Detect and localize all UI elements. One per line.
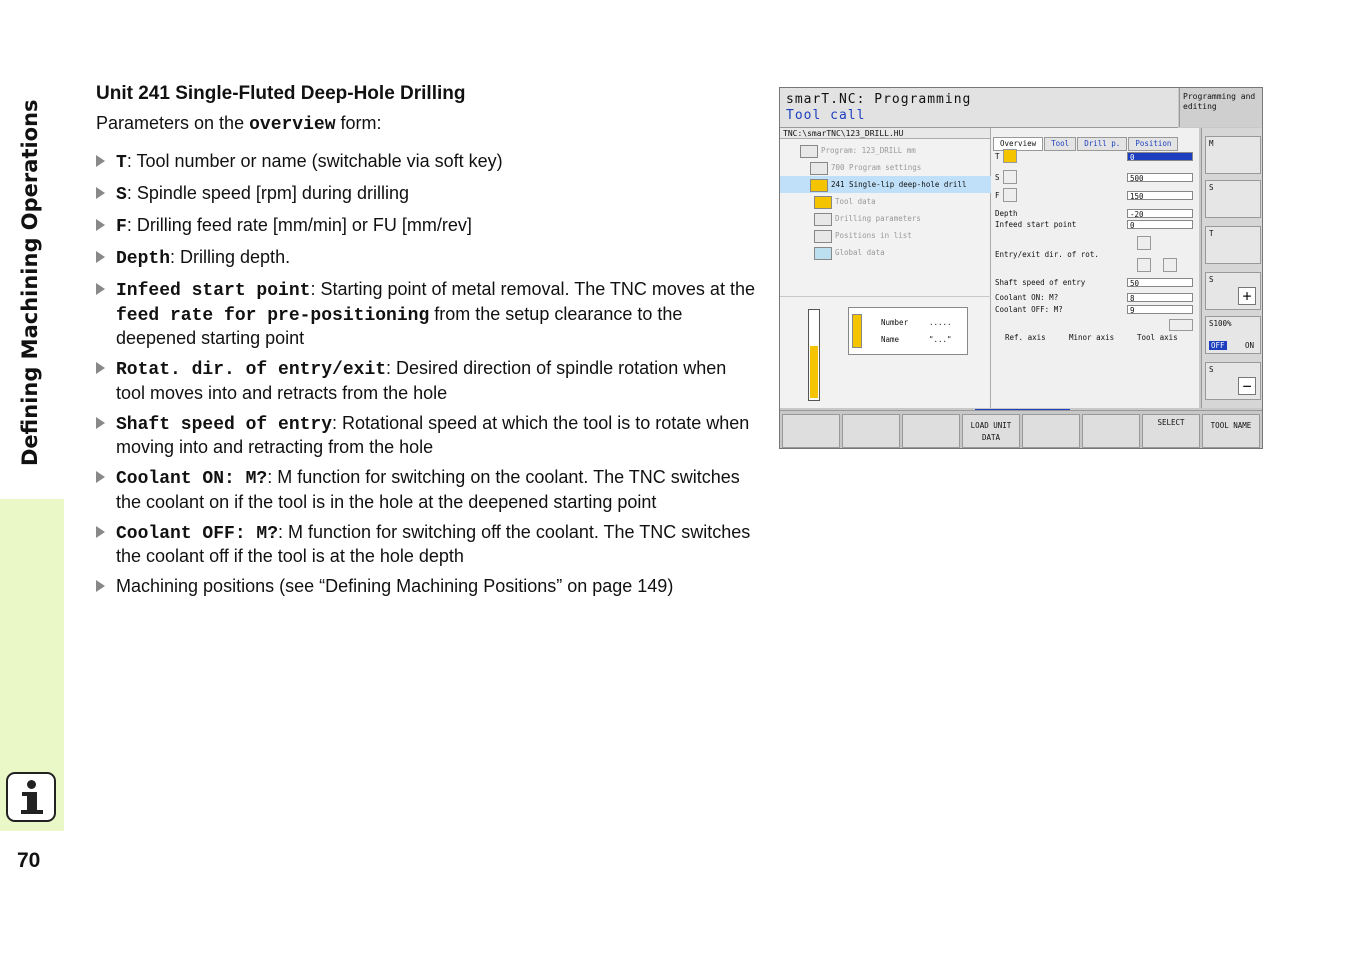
field-shaft-label: Shaft speed of entry — [995, 278, 1086, 287]
field-depth-value[interactable]: -20 — [1127, 209, 1193, 218]
drill-graphic — [808, 309, 820, 401]
tree-item[interactable]: Global data — [780, 244, 1024, 261]
softkey-empty-4[interactable] — [1022, 414, 1080, 448]
globe-icon — [814, 247, 832, 260]
tree-item[interactable]: Drilling parameters — [780, 210, 1024, 227]
field-s-value[interactable]: 500 — [1127, 173, 1193, 182]
field-t-label: T — [995, 152, 1000, 161]
field-coolant-on-label: Coolant ON: M? — [995, 293, 1059, 302]
field-f-label: F — [995, 191, 1000, 200]
list-item: Rotat. dir. of entry/exit: Desired direction of spindle rotation when tool moves into and retracts from the hole — [96, 357, 756, 404]
intro-text: Parameters on the overview form: — [96, 113, 382, 135]
tool-icon — [852, 314, 862, 348]
field-infeed-label: Infeed start point — [995, 220, 1077, 229]
plus-icon: + — [1238, 287, 1256, 305]
t-button[interactable]: T — [1205, 226, 1261, 264]
form-tabs — [993, 131, 1179, 148]
field-coolant-on-value[interactable]: 8 — [1127, 293, 1193, 302]
pattern-icon[interactable] — [1169, 319, 1193, 331]
spindle-plus-button[interactable]: S + — [1205, 272, 1261, 310]
field-shaft-value[interactable]: 50 — [1127, 278, 1193, 287]
tool-info-box: Number ..... Name "..." — [848, 307, 968, 355]
tree-item[interactable]: Tool data — [780, 193, 1024, 210]
tree-item[interactable]: 700 Program settings — [780, 159, 1020, 176]
feed-override-button[interactable]: S100% OFF ON — [1205, 316, 1261, 354]
softkey-empty-5[interactable] — [1082, 414, 1140, 448]
load-unit-data-softkey[interactable]: LOAD UNIT DATA — [962, 414, 1020, 448]
parameter-form — [991, 128, 1199, 408]
list-item: Infeed start point: Starting point of metal removal. The TNC moves at the feed rate for pre-positioning from the setup clearance to the deepened starting point — [96, 278, 756, 350]
m-button[interactable]: M — [1205, 136, 1261, 174]
tab-position[interactable]: Position — [1128, 137, 1178, 151]
program-tree — [780, 128, 991, 296]
softkey-bar — [780, 410, 1263, 449]
field-depth-label: Depth — [995, 209, 1018, 218]
select-softkey[interactable]: SELECT — [1142, 414, 1200, 448]
drilling-params-icon — [814, 213, 832, 226]
info-icon — [6, 772, 56, 822]
tnc-screenshot — [779, 87, 1263, 449]
bullet-triangle-icon — [96, 417, 105, 429]
bullet-triangle-icon — [96, 362, 105, 374]
bullet-triangle-icon — [96, 187, 105, 199]
file-path: TNC:\smarTNC\123_DRILL.HU — [780, 128, 990, 139]
minus-icon: − — [1238, 377, 1256, 395]
tab-tool[interactable]: Tool — [1044, 137, 1076, 151]
s-button[interactable]: S — [1205, 180, 1261, 218]
side-softkeys — [1201, 128, 1263, 408]
list-item: F: Drilling feed rate [mm/min] or FU [mm/rev] — [96, 214, 756, 239]
list-item: Coolant ON: M?: M function for switching on the coolant. The TNC switches the coolant on if the tool is in the hole at the deepened starting point — [96, 466, 756, 513]
screenshot-header — [780, 88, 1178, 128]
chapter-title: Defining Machining Operations — [18, 99, 42, 466]
field-infeed-value[interactable]: 0 — [1127, 220, 1193, 229]
list-item: Machining positions (see “Defining Machining Positions” on page 149) — [96, 575, 756, 598]
field-coolant-off-label: Coolant OFF: M? — [995, 305, 1063, 314]
app-title: smarT.NC: Programming — [786, 92, 972, 107]
settings-icon — [810, 162, 828, 175]
tool-preview — [780, 297, 991, 408]
feed-icon — [1003, 188, 1017, 202]
rotation-off-icon[interactable] — [1137, 236, 1151, 250]
list-item: Coolant OFF: M?: M function for switching off the coolant. The TNC switches the coolant off if the tool is at the hole depth — [96, 521, 756, 568]
mode-indicator: Programming and editing — [1179, 88, 1263, 127]
tab-drill-params[interactable]: Drill p. — [1077, 137, 1127, 151]
field-t-value[interactable]: 0 — [1127, 152, 1193, 161]
drill-icon — [810, 179, 828, 192]
bullet-triangle-icon — [96, 219, 105, 231]
positions-icon — [814, 230, 832, 243]
field-coolant-off-value[interactable]: 9 — [1127, 305, 1193, 314]
tree-item-selected[interactable]: 241 Single-lip deep-hole drill — [780, 176, 1020, 193]
field-s-label: S — [995, 173, 1000, 182]
softkey-empty-2[interactable] — [842, 414, 900, 448]
rotation-cw-icon[interactable] — [1137, 258, 1151, 272]
tree-item[interactable]: Positions in list — [780, 227, 1024, 244]
axis-minor-label: Minor axis — [1069, 333, 1115, 342]
list-item: T: Tool number or name (switchable via soft key) — [96, 150, 756, 175]
tool-icon — [1003, 149, 1017, 163]
field-entry-label: Entry/exit dir. of rot. — [995, 250, 1099, 259]
program-icon — [800, 145, 818, 158]
axis-tool-label: Tool axis — [1137, 333, 1178, 342]
field-f-value[interactable]: 150 — [1127, 191, 1193, 200]
softkey-empty-3[interactable] — [902, 414, 960, 448]
axis-ref-label: Ref. axis — [1005, 333, 1046, 342]
page-number: 70 — [17, 849, 41, 872]
bullet-triangle-icon — [96, 526, 105, 538]
main-content — [96, 82, 756, 605]
bullet-triangle-icon — [96, 251, 105, 263]
list-item: Shaft speed of entry: Rotational speed at which the tool is to rotate when moving into and retracting from the hole — [96, 412, 756, 459]
app-subtitle: Tool call — [786, 108, 866, 123]
parameter-list — [96, 150, 756, 598]
tool-icon — [814, 196, 832, 209]
tree-item[interactable]: Program: 123_DRILL mm — [780, 142, 1010, 159]
section-heading: Unit 241 Single-Fluted Deep-Hole Drilling — [96, 83, 466, 104]
spindle-minus-button[interactable]: S − — [1205, 362, 1261, 400]
list-item: S: Spindle speed [rpm] during drilling — [96, 182, 756, 207]
bullet-triangle-icon — [96, 155, 105, 167]
bullet-triangle-icon — [96, 580, 105, 592]
bullet-triangle-icon — [96, 471, 105, 483]
tab-overview[interactable]: Overview — [993, 137, 1043, 151]
rotation-ccw-icon[interactable] — [1163, 258, 1177, 272]
list-item: Depth: Drilling depth. — [96, 246, 756, 271]
spindle-icon — [1003, 170, 1017, 184]
bullet-triangle-icon — [96, 283, 105, 295]
softkey-empty-1[interactable] — [782, 414, 840, 448]
tool-name-softkey[interactable]: TOOL NAME — [1202, 414, 1260, 448]
